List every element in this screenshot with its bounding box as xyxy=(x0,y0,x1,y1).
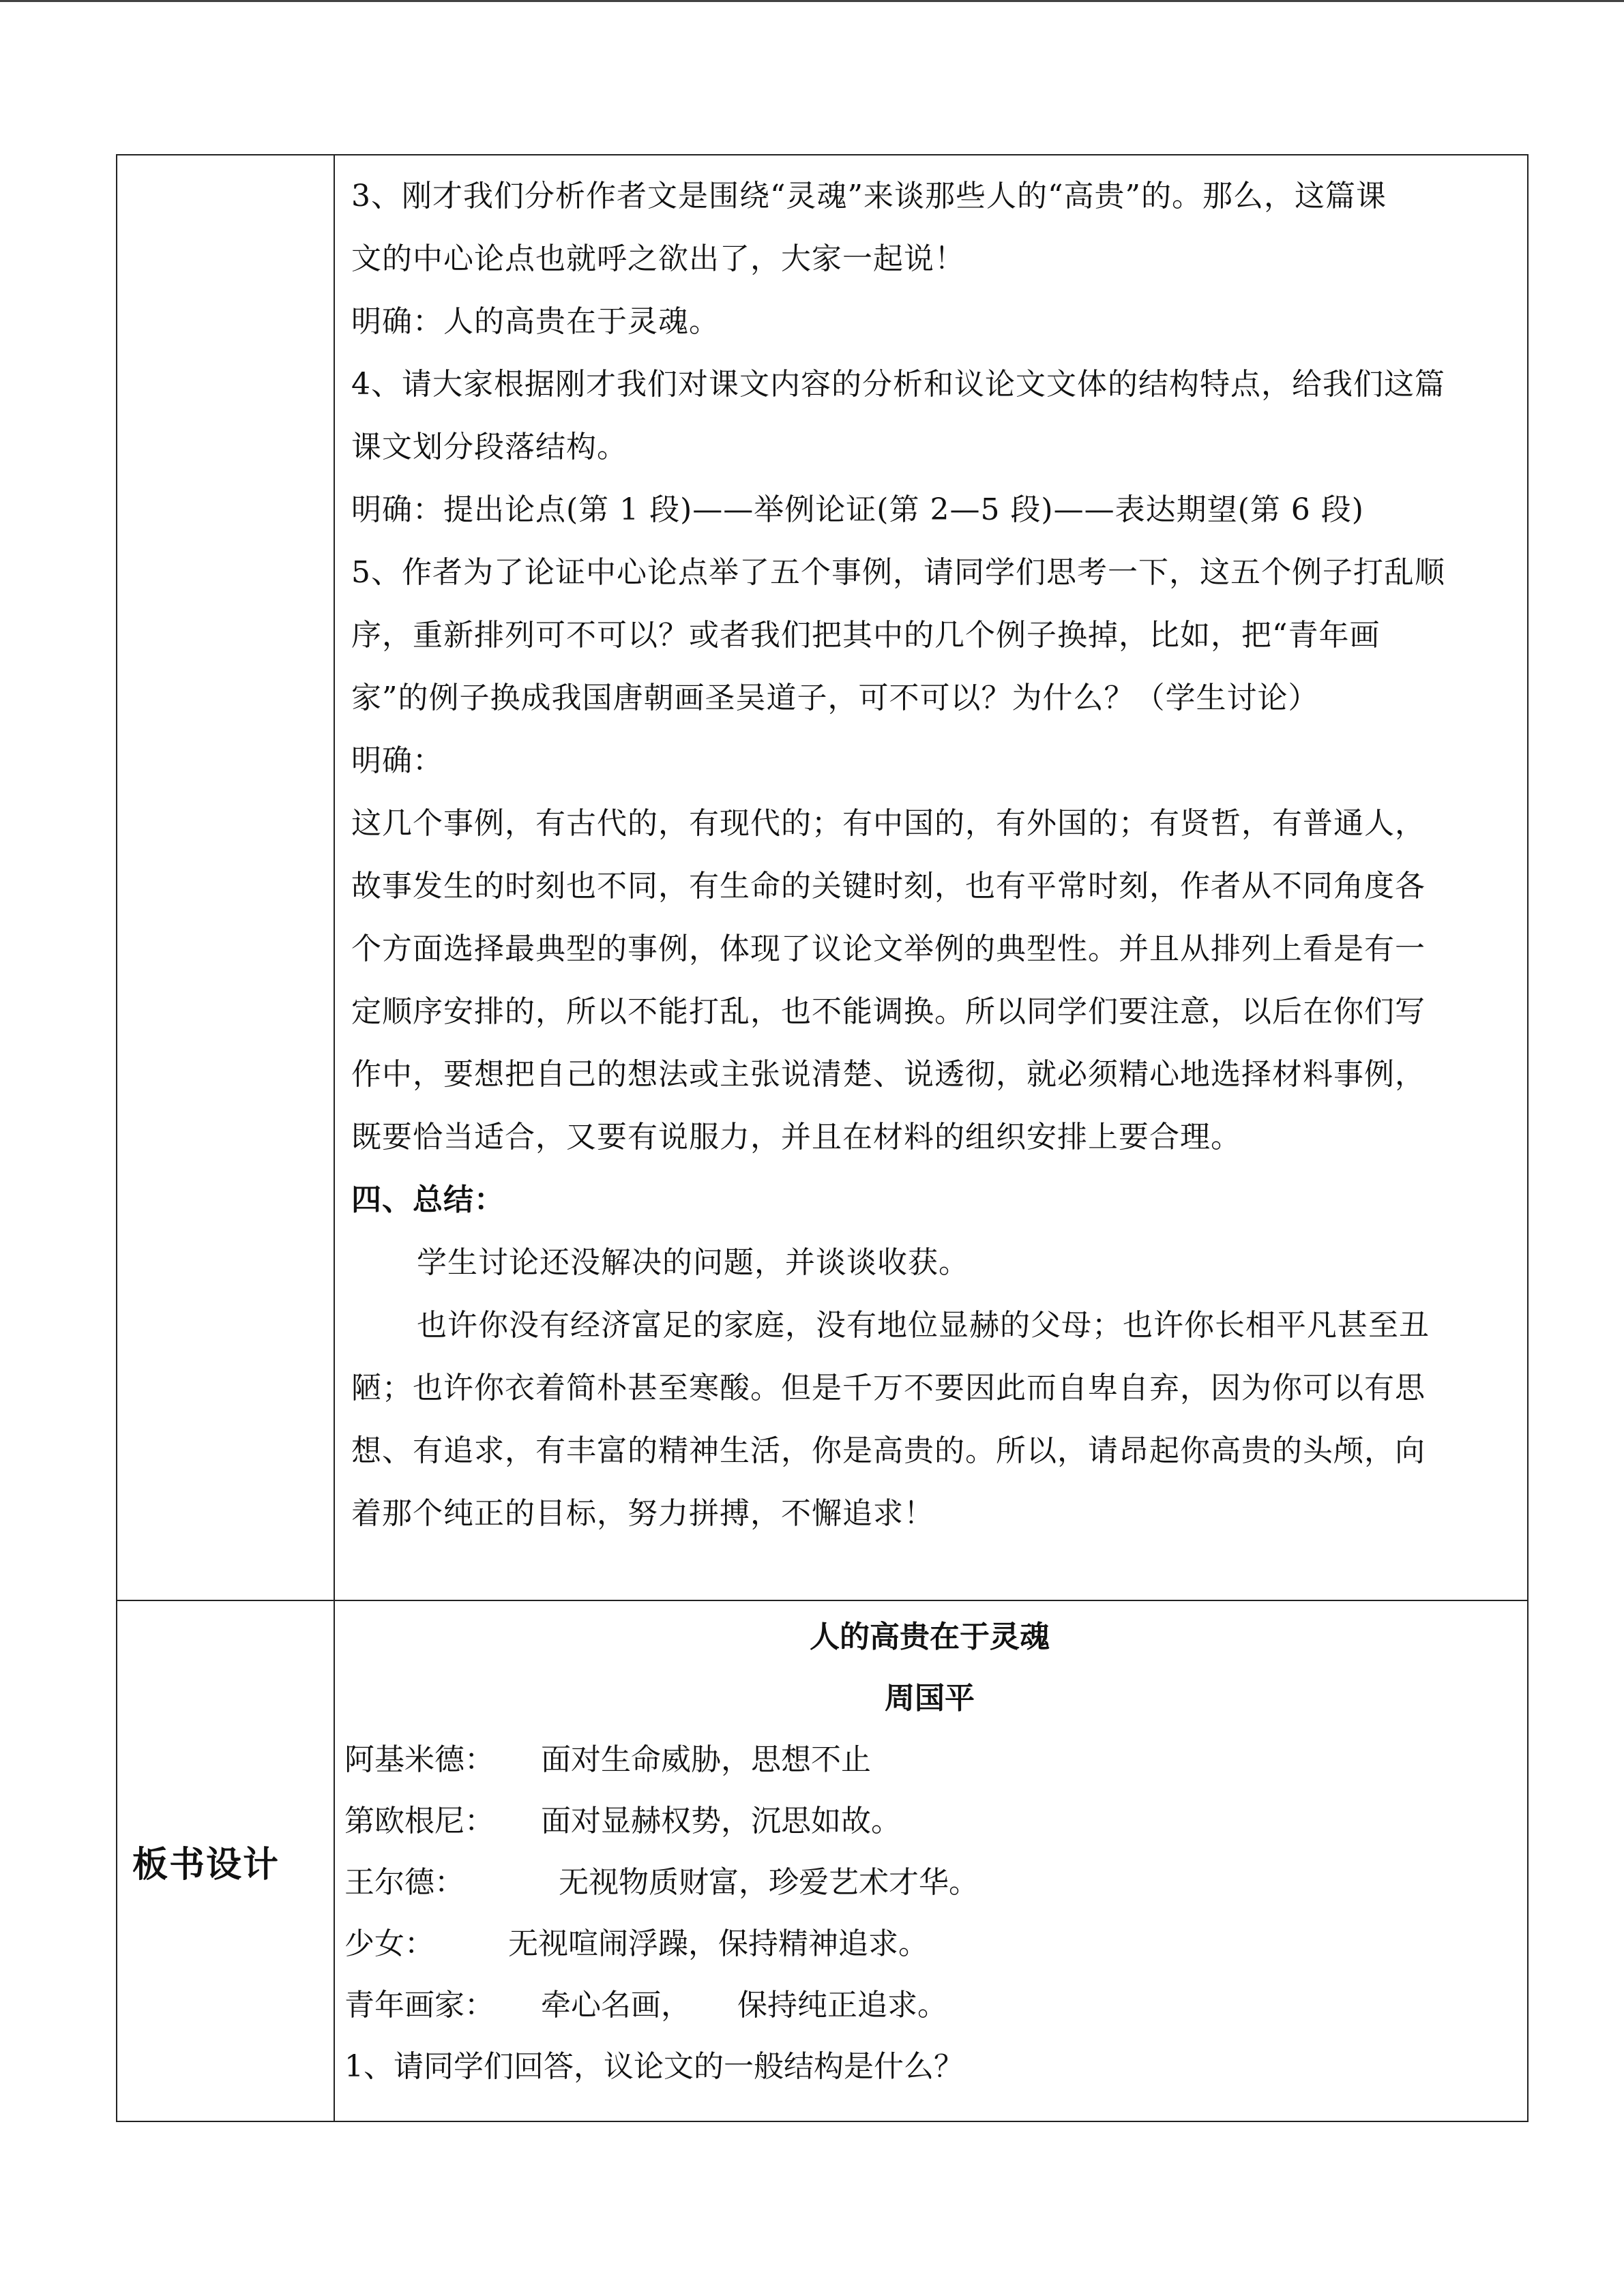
teaching-content-cell xyxy=(334,155,1528,1600)
content-line: 既要恰当适合，又要有说服力，并且在材料的组织安排上要合理。 xyxy=(351,1120,1241,1154)
board-row xyxy=(344,1975,1515,2036)
board-row-desc: 面对生命威胁，思想不止 xyxy=(541,1742,871,1777)
content-line: 明确：人的高贵在于灵魂。 xyxy=(351,304,720,339)
content-line: 个方面选择最典型的事例，体现了议论文举例的典型性。并且从排列上看是有一 xyxy=(351,931,1426,966)
content-line: 作中，要想把自己的想法或主张说清楚、说透彻，就必须精心地选择材料事例， xyxy=(351,1057,1426,1092)
board-question: 1、请同学们回答，议论文的一般结构是什么？ xyxy=(344,2049,964,2084)
content-line: 序，重新排列可不可以？或者我们把其中的几个例子换掉，比如，把“青年画 xyxy=(351,618,1381,653)
board-row-name: 青年画家： xyxy=(344,1988,494,2023)
board-row-desc: 无视喧闹浮躁，保持精神追求。 xyxy=(508,1926,928,1961)
board-design-label-cell xyxy=(117,1600,334,2121)
summary-line: 学生讨论还没解决的问题，并谈谈收获。 xyxy=(417,1245,969,1280)
board-row-desc: 无视物质财富，珍爱艺术才华。 xyxy=(559,1865,979,1900)
summary-line: 陋；也许你衣着简朴甚至寒酸。但是千万不要因此而自卑自弃，因为你可以有思 xyxy=(351,1371,1426,1405)
content-line: 5、作者为了论证中心论点举了五个事例，请同学们思考一下，这五个例子打乱顺 xyxy=(351,555,1445,590)
section-heading-summary: 四、总结： xyxy=(351,1182,505,1217)
board-row-desc: 面对显赫权势，沉思如故。 xyxy=(541,1804,901,1838)
lesson-plan-table xyxy=(116,154,1529,2122)
content-line: 明确： xyxy=(351,743,443,778)
content-line: 4、请大家根据刚才我们对课文内容的分析和议论文文体的结构特点，给我们这篇 xyxy=(351,367,1445,402)
board-title: 人的高贵在于灵魂 xyxy=(810,1620,1050,1654)
content-line: 这几个事例，有古代的，有现代的；有中国的，有外国的；有贤哲，有普通人， xyxy=(351,806,1426,841)
content-line: 课文划分段落结构。 xyxy=(351,430,628,464)
board-design-content-cell xyxy=(334,1600,1528,2121)
board-row xyxy=(344,1729,1515,1791)
board-design-row xyxy=(117,1600,1528,2121)
empty-label-cell xyxy=(117,155,334,1600)
board-author: 周国平 xyxy=(885,1681,975,1716)
board-row-desc: 保持纯正追求。 xyxy=(737,1988,947,2023)
content-line: 定顺序安排的，所以不能打乱，也不能调换。所以同学们要注意，以后在你们写 xyxy=(351,994,1426,1029)
summary-line: 着那个纯正的目标，努力拼搏，不懈追求！ xyxy=(351,1496,934,1531)
board-row xyxy=(344,1852,1515,1913)
content-line: 文的中心论点也就呼之欲出了，大家一起说！ xyxy=(351,241,965,276)
content-line: 3、刚才我们分析作者文是围绕“灵魂”来谈那些人的“高贵”的。那么，这篇课 xyxy=(351,179,1387,213)
content-line: 故事发生的时刻也不同，有生命的关键时刻，也有平常时刻，作者从不同角度各 xyxy=(351,869,1426,904)
summary-line: 想、有追求，有丰富的精神生活，你是高贵的。所以，请昂起你高贵的头颅，向 xyxy=(351,1433,1426,1468)
content-line: 明确：提出论点(第 1 段)——举例论证(第 2—5 段)——表达期望(第 6 段) xyxy=(351,492,1364,527)
board-design-label: 板书设计 xyxy=(132,1844,280,1885)
board-row-name: 王尔德： xyxy=(344,1865,464,1900)
content-line: 家”的例子换成我国唐朝画圣吴道子，可不可以？为什么？（学生讨论） xyxy=(351,681,1319,715)
board-row xyxy=(344,1791,1515,1852)
page-top-border xyxy=(0,0,1624,2)
summary-line: 也许你没有经济富足的家庭，没有地位显赫的父母；也许你长相平凡甚至丑 xyxy=(417,1308,1430,1343)
board-row-desc: 牵心名画， xyxy=(541,1988,691,2023)
teaching-process-row xyxy=(117,155,1528,1600)
board-row-name: 少女： xyxy=(344,1926,434,1961)
board-row xyxy=(344,1913,1515,1975)
board-row-name: 第欧根尼： xyxy=(344,1804,494,1838)
board-row-name: 阿基米德： xyxy=(344,1742,494,1777)
